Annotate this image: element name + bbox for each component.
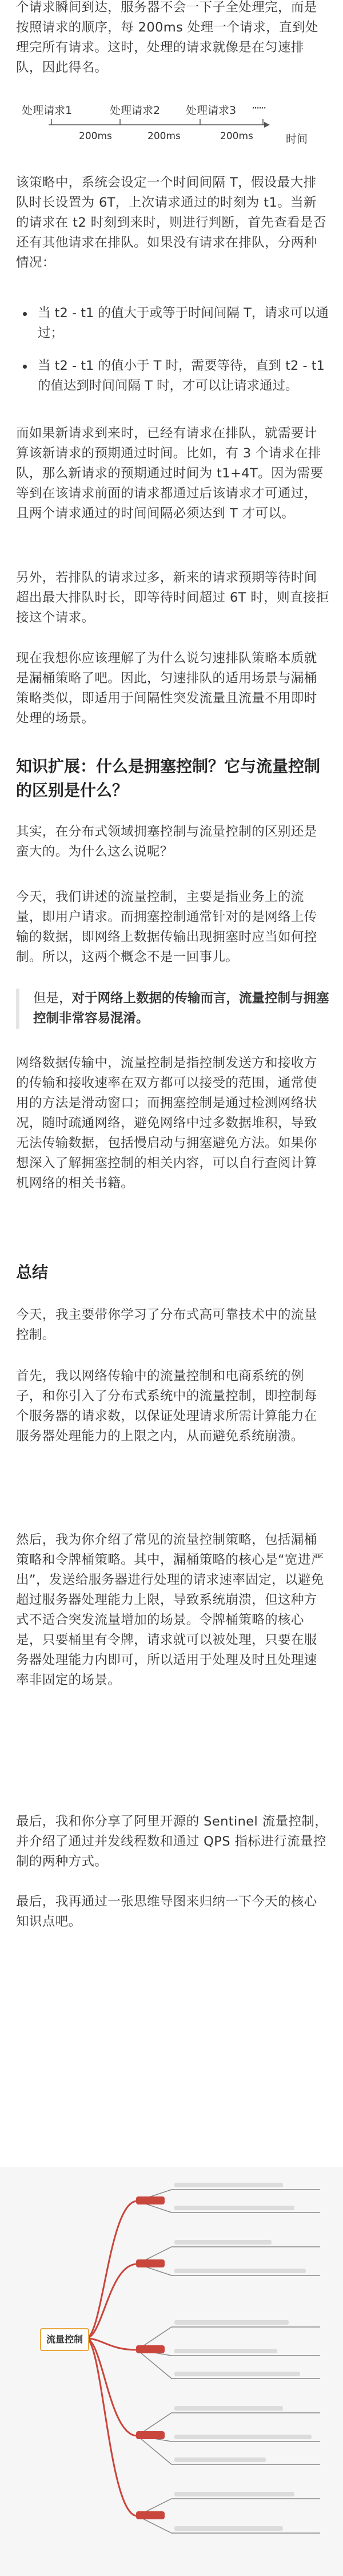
list-item: 当 t2 - t1 的值大于或等于时间间隔 T，请求可以通过； bbox=[16, 303, 329, 343]
network-paragraph: 网络数据传输中，流量控制是指控制发送方和接收方的传输和接收速率在双方都可以接受的范围，通常使用的方法是滑动窗口；而拥塞控制是通过检测网络状况，随时疏通网络，避免网络中过多数据堆积，导致无法传输数据，包括慢启动与拥塞避免方法。如果你想深入了解拥塞控制的相关内容，可以自行查阅计算机网络的相关书籍。 bbox=[16, 1056, 317, 1191]
list-item: 当 t2 - t1 的值小于 T 时，需要等待，直到 t2 - t1 的值达到时间间隔 T 时，才可以让请求通过。 bbox=[16, 356, 329, 396]
timeline-axis bbox=[0, 85, 343, 160]
section-heading-congestion: 知识扩展：什么是拥塞控制？它与流量控制的区别是什么？ bbox=[16, 757, 321, 800]
section-heading-summary: 总结 bbox=[16, 1263, 49, 1282]
interval-label-1: 200ms bbox=[79, 131, 112, 142]
mindmap-root-node: 流量控制 bbox=[40, 2328, 89, 2351]
timeline-label-2: 处理请求2 bbox=[110, 104, 161, 117]
flow-vs-congestion-paragraph: 今天，我们讲述的流量控制，主要是指业务上的流量，即用户请求。而拥塞控制通常针对的是网络上传输的数据，即网络上数据传输出现拥塞时应当如何控制。所以，这两个概念不是一回事儿。 bbox=[16, 890, 317, 965]
difference-paragraph: 其实，在分布式领域拥塞控制与流量控制的区别还是蛮大的。为什么这么说呢？ bbox=[16, 824, 317, 859]
interval-label-3: 200ms bbox=[220, 131, 253, 142]
timeline-label-3: 处理请求3 bbox=[186, 104, 237, 117]
reject-paragraph: 另外，若排队的请求过多，新来的请求预期等待时间超出最大排队时长，即等待时间超过 6T 时，则直接拒接这个请求。 bbox=[16, 570, 329, 625]
queue-paragraph: 而如果新请求到来时，已经有请求在排队，就需要计算该新请求的预期通过时间。比如，有 3 个请求在排队，那么新请求的预期通过时间为 t1+4T。因为需要等到在该请求前面的请求都通过后该请求才可通过，且两个请求通过的时间间隔必须达到 T 才可以。 bbox=[16, 426, 324, 521]
quote-prefix: 但是， bbox=[33, 991, 72, 1006]
timeline-label-1: 处理请求1 bbox=[22, 104, 73, 117]
summary-last-paragraph: 最后，我和你分享了阿里开源的 Sentinel 流量控制，并介绍了通过并发线程数和通过 QPS 指标进行流量控制的两种方式。 bbox=[16, 1814, 328, 1869]
blockquote bbox=[16, 989, 333, 1029]
timeline-ellipsis: ······ bbox=[252, 102, 266, 114]
summary-intro-paragraph: 今天，我主要带你学习了分布式高可靠技术中的流量控制。 bbox=[16, 1307, 317, 1342]
mindmap-image bbox=[0, 2167, 343, 2576]
summary-then-paragraph: 然后，我为你介绍了常见的流量控制策略，包括漏桶策略和令牌桶策略。其中，漏桶策略的核心是“宽进严出”，发送给服务器进行处理的请求速率固定，以避免超过服务器处理能力上限，导致系统崩溃，但这种方式不适合突发流量增加的场景。令牌桶策略的核心是，只要桶里有令牌，请求就可以被处理，只要在服务器处理能力内即可，所以适用于处理及时且处理速率非固定的场景。 bbox=[16, 1532, 324, 1688]
summary-paragraph: 现在我想你应该理解了为什么说匀速排队策略本质就是漏桶策略了吧。因此，匀速排队的适用场景与漏桶策略类似，即适用于间隔性突发流量且流量不用即时处理的场景。 bbox=[16, 651, 317, 726]
summary-first-paragraph: 首先，我以网络传输中的流量控制和电商系统的例子，和你引入了分布式系统中的流量控制，即控制每个服务器的请求数，以保证处理请求所需计算能力在服务器处理能力的上限之内，从而避免系统崩溃。 bbox=[16, 1369, 317, 1444]
timeline-diagram bbox=[0, 85, 343, 160]
intro-paragraph: 个请求瞬间到达，服务器不会一下子全处理完，而是按照请求的顺序，每 200ms 处理一个请求，直到处理完所有请求。这时，处理的请求就像是在匀速排队，因此得名。 bbox=[16, 0, 318, 75]
condition-list bbox=[16, 303, 329, 409]
time-axis-label: 时间 bbox=[286, 133, 308, 145]
interval-label-2: 200ms bbox=[147, 131, 181, 142]
mindmap-intro-paragraph: 最后，我再通过一张思维导图来归纳一下今天的核心知识点吧。 bbox=[16, 1894, 317, 1929]
strategy-paragraph: 该策略中，系统会设定一个时间间隔 T，假设最大排队时长设置为 6T，上次请求通过的时刻为 t1。当新的请求在 t2 时刻到来时，则进行判断，首先查看是否还有其他请求在排队。如果没有请求在排队，分两种情况： bbox=[16, 175, 326, 270]
mindmap-lines bbox=[0, 2167, 343, 2576]
quote-bold-text: 对于网络上数据的传输而言，流量控制与拥塞控制非常容易混淆。 bbox=[33, 991, 329, 1026]
